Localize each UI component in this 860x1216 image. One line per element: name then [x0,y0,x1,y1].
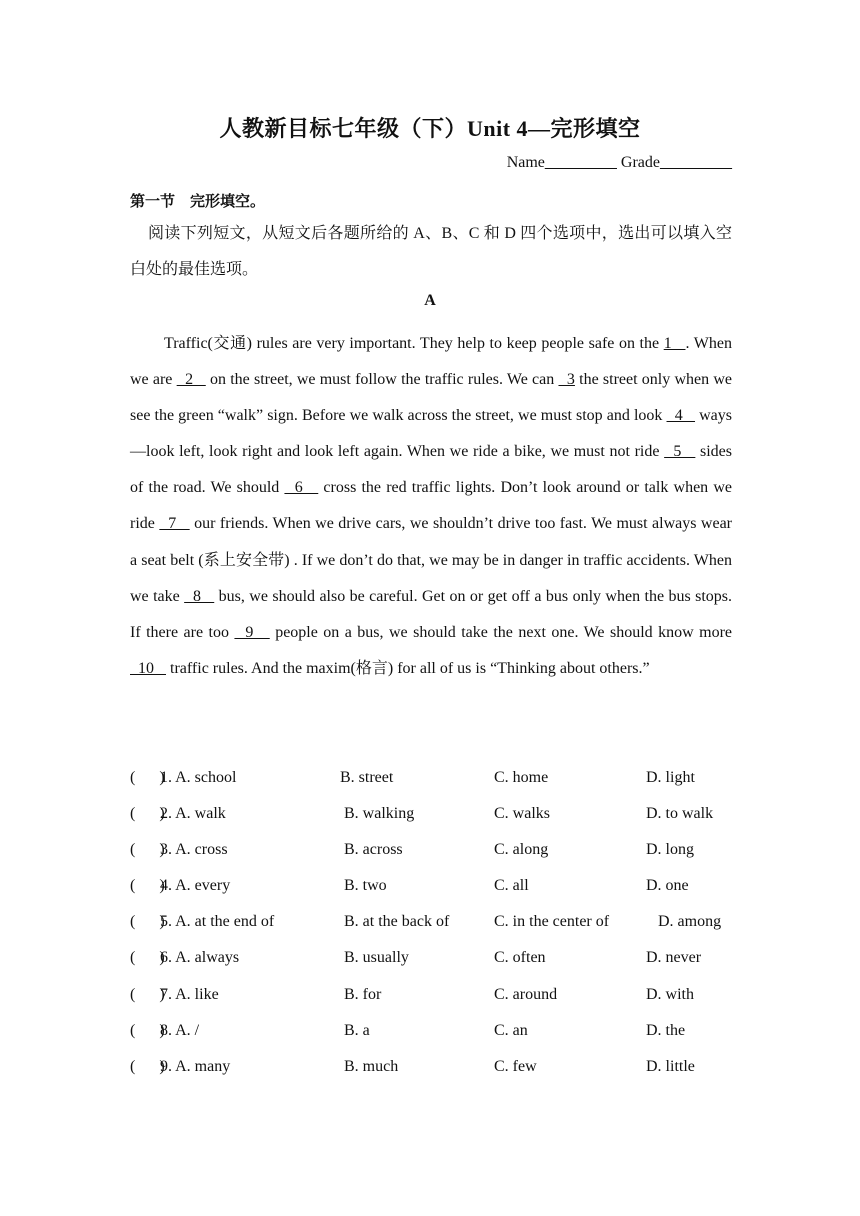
passage-blank: 8 [184,587,215,605]
answer-parentheses: ( ) [130,769,165,786]
passage-blank: 1 [663,335,686,352]
option-d: D. light [646,769,695,786]
option-d: D. with [646,985,694,1003]
option-b: B. a [340,1021,370,1039]
passage-segment: traffic rules. And the maxim(格言) for all of us is “Thinking about others.” [166,659,650,677]
grade-blank: _________ [660,154,732,171]
option-c: C. around [494,985,558,1003]
passage-blank: 5 [664,443,696,461]
option-b: B. much [340,1057,399,1075]
passage-blank: 7 [159,515,190,533]
option-d: D. among [646,913,722,931]
passage-blank: 9 [234,623,270,641]
passage-segment: . When we are [130,335,732,389]
answer-parentheses: ( ) [130,949,165,967]
option-c: C. often [494,949,546,967]
name-blank: _________ [544,154,617,171]
grade-label: Grade [616,154,660,171]
question-row [130,904,750,940]
option-a: 9. A. many [160,1057,231,1075]
passage-blank: 3 [558,371,575,389]
question-row [130,796,750,832]
passage-segment: on the street, we must follow the traffic rules. We can [205,371,559,389]
answer-parentheses: ( ) [130,913,165,931]
question-row [130,760,750,796]
name-grade-line [507,154,732,172]
passage-segment: bus, we should also be careful. Get on or get off a bus only when the bus stops. If there are too [130,587,733,641]
option-c: C. an [494,1021,528,1039]
option-d: D. long [646,841,694,859]
option-b: B. two [340,877,387,895]
option-b: B. street [340,769,394,786]
answer-parentheses: ( ) [130,985,165,1003]
option-c: C. in the center of [494,913,610,931]
instructions: 阅读下列短文，从短文后各题所给的 A、B、C 和 D 四个选项中，选出可以填入空白处的最佳选项。 [130,225,732,278]
question-row [130,977,750,1013]
option-b: B. usually [340,949,409,967]
passage-blank: 2 [176,371,206,389]
option-c: C. home [494,769,549,786]
answer-parentheses: ( ) [130,841,165,859]
answer-parentheses: ( ) [130,805,165,823]
answer-parentheses: ( ) [130,1057,165,1075]
question-row [130,940,750,976]
option-d: D. little [646,1057,695,1075]
question-options [130,760,750,1085]
passage-segment: ways—look left, look right and look left again. When we ride a bike, we must not ride [130,407,732,461]
option-a: 2. A. walk [160,805,226,823]
option-b: B. walking [340,805,415,823]
passage-text [130,326,732,687]
option-c: C. walks [494,805,550,823]
passage-segment: our friends. When we drive cars, we shouldn’t drive too fast. We must always wear a seat belt (系上安全带) . If we don’t do that, we may be in danger in traffic accidents. When we take [130,515,733,605]
question-row [130,1013,750,1049]
option-a: 5. A. at the end of [160,913,275,931]
passage-segment: Traffic(交通) rules are very important. They help to keep people safe on the [164,335,664,352]
question-row [130,832,750,868]
option-a: 4. A. every [160,877,231,895]
option-a: 1. A. school [160,769,237,786]
passage-blank: 4 [666,407,696,425]
option-a: 6. A. always [160,949,240,967]
passage-blank: 6 [284,479,319,497]
passage-segment: people on a bus, we should take the next one. We should know more [269,623,733,641]
option-a: 3. A. cross [160,841,228,859]
option-c: C. few [494,1057,537,1075]
option-d: D. never [646,949,702,967]
passage-label: A [424,292,436,309]
answer-parentheses: ( ) [130,1021,165,1039]
option-d: D. to walk [646,805,714,823]
option-a: 8. A. / [160,1021,200,1039]
passage-segment: cross the red traffic lights. Don’t look around or talk when we ride [130,479,733,533]
option-b: B. across [340,841,403,859]
passage-segment: the street only when we see the green “walk” sign. Before we walk across the street, we must stop and look [130,371,733,425]
option-c: C. all [494,877,529,895]
passage-blank: 10 [130,659,166,677]
option-b: B. at the back of [340,913,450,931]
option-b: B. for [340,985,382,1003]
section-heading: 第一节 完形填空。 [130,192,266,210]
name-label: Name [506,154,545,171]
question-row [130,868,750,904]
option-c: C. along [494,841,549,859]
question-row [130,1049,750,1085]
passage-segment: sides of the road. We should [130,443,733,497]
option-a: 7. A. like [160,985,219,1003]
page-title: 人教新目标七年级（下）Unit 4—完形填空 [219,116,641,141]
option-d: D. one [646,877,689,895]
option-d: D. the [646,1021,686,1039]
answer-parentheses: ( ) [130,877,165,895]
